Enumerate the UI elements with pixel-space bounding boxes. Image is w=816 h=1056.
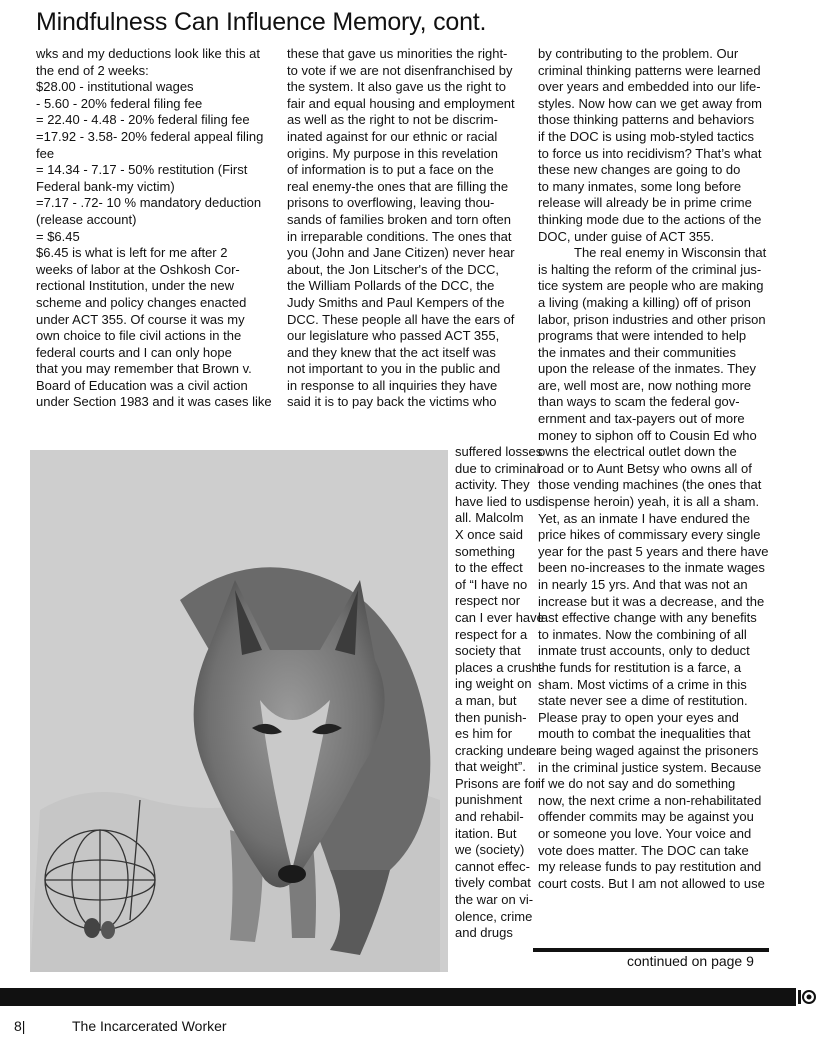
text-line: under Section 1983 and it was cases like [36, 394, 272, 410]
text-line: now, the next crime a non-rehabilitated [538, 792, 762, 808]
text-line: and rehabil- [455, 809, 524, 825]
text-line: upon the release of the inmates. They [538, 361, 757, 377]
text-line: those thinking patterns and behaviors [538, 112, 755, 128]
text-line: the inmates and their communities [538, 344, 736, 360]
column-3-paragraph-2 [538, 245, 810, 892]
text-line: not important to you in the public and [287, 361, 501, 377]
text-line: offender commits may be against you [538, 809, 754, 825]
text-line: release will already be in prime crime [538, 195, 752, 211]
text-line: to many inmates, some long before [538, 178, 742, 194]
text-line: inmate trust accounts, only to deduct [538, 643, 750, 659]
text-line: mouth to combat the inequalities that [538, 726, 751, 742]
text-line: to force us into recidivism? That’s what [538, 145, 762, 161]
text-line: then punish- [455, 709, 527, 725]
text-line: (release account) [36, 211, 137, 227]
text-line: vote does matter. The DOC can take [538, 842, 749, 858]
text-line: as well as the right to not be discrim- [287, 112, 498, 128]
page-number: 8| [14, 1018, 26, 1034]
text-line: said it is to pay back the victims who [287, 394, 497, 410]
text-line: these new changes are going to do [538, 162, 741, 178]
text-line: real enemy-the ones that are filling the [287, 178, 509, 194]
text-line: respect nor [455, 593, 521, 609]
text-line: the end of 2 weeks: [36, 62, 149, 78]
text-line: of information is to put a face on the [287, 162, 494, 178]
text-line: in nearly 15 yrs. And that was not an [538, 577, 748, 592]
text-line: criminal thinking patterns were learned [538, 62, 761, 78]
text-line: been no-increases to the inmate wages [538, 560, 765, 576]
text-line: itation. But [455, 825, 517, 841]
text-line: fee [36, 145, 55, 161]
text-line: our legislature who passed ACT 355, [287, 328, 500, 344]
text-line: the war on vi- [455, 892, 534, 908]
column-3-paragraph-1 [538, 46, 810, 245]
text-line: punishment [455, 792, 523, 808]
text-line: Prisons are for [455, 775, 540, 791]
article-title: Mindfulness Can Influence Memory, cont. [36, 8, 487, 36]
text-line: =17.92 - 3.58- 20% federal appeal filing [36, 128, 264, 144]
text-line: origins. My purpose in this revelation [287, 145, 498, 161]
text-line: state never see a dime of restitution. [538, 693, 748, 709]
text-line: in irreparable conditions. The ones that [287, 228, 512, 244]
text-line: the system. It also gave us the right to [287, 79, 506, 95]
text-line: labor, prison industries and other prison [538, 311, 766, 327]
text-line: places a crush- [455, 659, 544, 675]
text-line: sham. Most victims of a crime in this [538, 676, 747, 692]
text-line: a man, but [455, 692, 517, 708]
column-2-wrap-text [455, 444, 544, 942]
text-line: weeks of labor at the Oshkosh Cor- [36, 261, 240, 277]
text-line: styles. Now how can we get away from [538, 95, 762, 111]
text-line: society that [455, 643, 521, 659]
text-line: olence, crime [455, 908, 533, 924]
text-line: Federal bank-my victim) [36, 178, 175, 194]
column-3 [538, 46, 810, 892]
text-line: rectional Institution, under the new [36, 278, 235, 294]
text-line: scheme and policy changes enacted [36, 294, 247, 310]
text-line: Board of Education was a civil action [36, 377, 248, 393]
footer-bar [0, 988, 816, 1006]
text-line: those vending machines (the ones that [538, 477, 762, 493]
text-line: due to criminal [455, 460, 540, 476]
text-line: a living (making a killing) off of prison [538, 294, 751, 310]
text-line: last effective change with any benefits [538, 610, 757, 626]
text-line: federal courts and I can only hope [36, 344, 232, 360]
text-line: suffered losses [455, 444, 543, 459]
text-line: road or to Aunt Betsy who owns all of [538, 460, 752, 476]
text-line: prisons to overflowing, leaving thou- [287, 195, 495, 211]
column-2 [287, 46, 531, 411]
text-line: under ACT 355. Of course it was my [36, 311, 245, 327]
text-line: increase but it was a decrease, and the [538, 593, 765, 609]
union-logo-icon [796, 988, 816, 1006]
text-line: ing weight on [455, 676, 532, 692]
text-line: tively combat [455, 875, 531, 891]
wolf-illustration [30, 450, 448, 972]
text-line: DCC. These people all have the ears of [287, 311, 515, 327]
text-line: all. Malcolm [455, 510, 524, 526]
text-line: you (John and Jane Citizen) never hear [287, 245, 515, 261]
text-line: year for the past 5 years and there have [538, 543, 769, 559]
text-line: in the criminal justice system. Because [538, 759, 762, 775]
text-line: to vote if we are not disenfranchised by [287, 62, 513, 78]
publication-name: The Incarcerated Worker [72, 1018, 227, 1034]
text-line: $6.45 is what is left for me after 2 [36, 245, 228, 261]
text-line: can I ever have [455, 609, 544, 625]
text-line: ernment and tax-payers out of more [538, 411, 745, 427]
text-line: dispense heroin) yeah, it is all a sham. [538, 494, 760, 510]
text-line: inated against for our ethnic or racial [287, 128, 498, 144]
column-1 [36, 46, 280, 411]
text-line: to inmates. Now the combining of all [538, 626, 747, 642]
text-line: es him for [455, 726, 513, 742]
text-line: $28.00 - institutional wages [36, 79, 194, 95]
text-line: = $6.45 [36, 228, 80, 244]
text-line: Please pray to open your eyes and [538, 709, 739, 725]
text-line: tice system are people who are making [538, 278, 764, 294]
text-line: cracking under [455, 742, 541, 758]
text-line: and drugs [455, 925, 513, 941]
text-line: have lied to us [455, 493, 539, 509]
text-line: Yet, as an inmate I have endured the [538, 510, 751, 526]
text-line: programs that were intended to help [538, 328, 747, 344]
text-line: = 14.34 - 7.17 - 50% restitution (First [36, 162, 248, 178]
text-line: that weight”. [455, 759, 526, 775]
text-line: cannot effec- [455, 858, 530, 874]
text-line: activity. They [455, 477, 530, 493]
text-line: if the DOC is using mob-styled tactics [538, 128, 755, 144]
text-line: own choice to file civil actions in the [36, 328, 242, 344]
text-line: the funds for restitution is a farce, a [538, 659, 742, 675]
text-line: price hikes of commissary every single [538, 527, 761, 543]
text-line: are, well most are, now nothing more [538, 377, 752, 393]
text-line: we (society) [455, 842, 525, 858]
text-line: to the effect [455, 560, 523, 576]
text-line: =7.17 - .72- 10 % mandatory deduction [36, 195, 262, 211]
text-line: these that gave us minorities the right- [287, 46, 508, 61]
text-line: The real enemy in Wisconsin that [574, 245, 767, 261]
text-line: Judy Smiths and Paul Kempers of the [287, 294, 505, 310]
text-line: the William Pollards of the DCC, the [287, 278, 495, 294]
text-line: = 22.40 - 4.48 - 20% federal filing fee [36, 112, 250, 128]
text-line: wks and my deductions look like this at [36, 46, 260, 61]
text-line: or someone you love. Your voice and [538, 825, 752, 841]
text-line: X once said [455, 526, 523, 542]
text-line: DOC, under guise of ACT 355. [538, 228, 715, 244]
text-line: my release funds to pay restitution and [538, 859, 762, 875]
text-line: sands of families broken and torn often [287, 211, 512, 227]
text-line: in response to all inquiries they have [287, 377, 498, 393]
text-line: about, the Jon Litscher's of the DCC, [287, 261, 500, 277]
text-line: respect for a [455, 626, 528, 642]
text-line: money to siphon off to Cousin Ed who [538, 427, 757, 443]
text-line: owns the electrical outlet down the [538, 444, 737, 460]
continued-note: continued on page 9 [627, 953, 754, 969]
text-line: fair and equal housing and employment [287, 95, 515, 111]
text-line: thinking mode due to the actions of the [538, 211, 762, 227]
text-line: of “I have no [455, 576, 528, 592]
text-line: than ways to scam the federal gov- [538, 394, 740, 410]
text-line: - 5.60 - 20% federal filing fee [36, 95, 203, 111]
text-line: if we do not say and do something [538, 776, 736, 792]
text-line: and they knew that the act itself was [287, 344, 496, 360]
text-line: over years and embedded into our life- [538, 79, 761, 95]
text-line: court costs. But I am not allowed to use [538, 875, 765, 891]
text-line: by contributing to the problem. Our [538, 46, 739, 61]
text-line: is halting the reform of the criminal jus- [538, 261, 762, 277]
text-line: that you may remember that Brown v. [36, 361, 252, 377]
text-line: are being waged against the prisoners [538, 742, 759, 758]
text-line: something [455, 543, 515, 559]
continued-rule [533, 948, 769, 952]
